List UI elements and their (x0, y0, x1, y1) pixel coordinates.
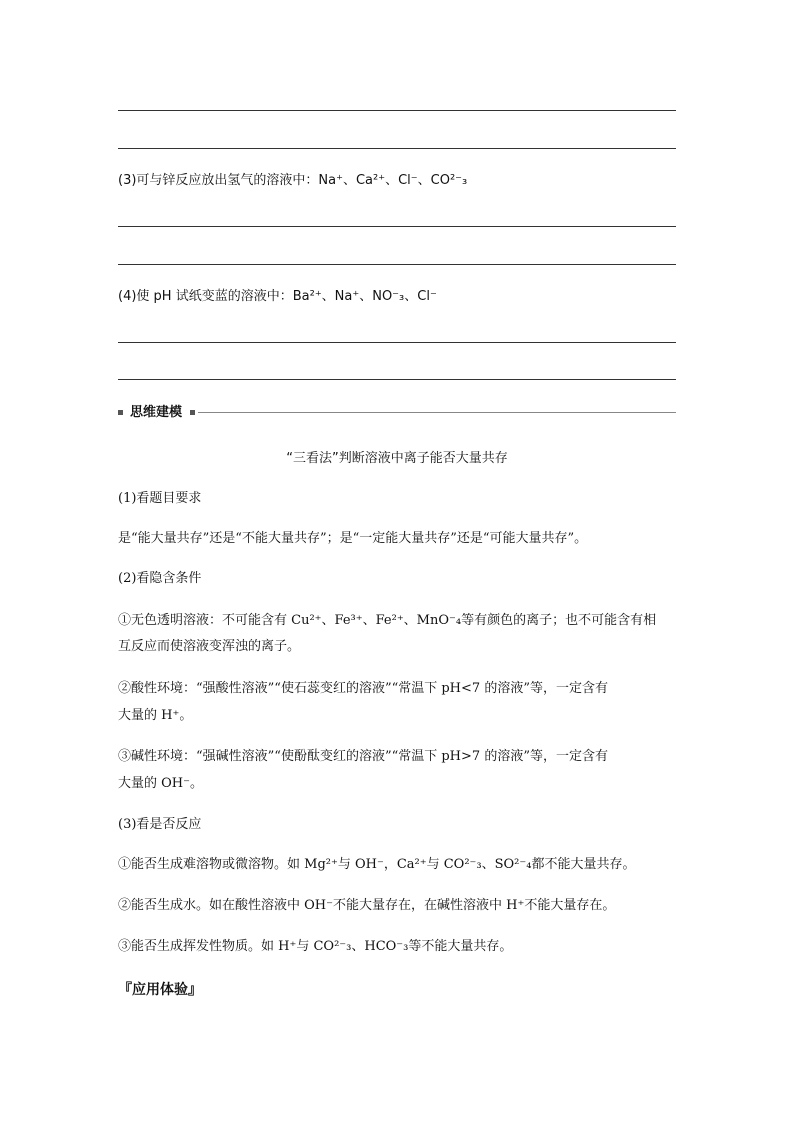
question-4 (118, 288, 676, 306)
step-2-item-a-cont: 互反应而使溶液变浑浊的离子。 (118, 639, 301, 654)
question-4-ions: Ba²⁺、Na⁺、NO⁻₃、Cl⁻ (292, 289, 437, 304)
answer-line (118, 110, 676, 111)
apply-section-title: 『应用体验』 (118, 982, 202, 998)
question-3 (118, 172, 676, 190)
step-2-title: (2)看隐含条件 (118, 571, 202, 586)
question-3-label: (3)可与锌反应放出氢气的溶液中： (118, 173, 319, 188)
bullet-square-icon (118, 410, 123, 415)
step-2-item-a: ①无色透明溶液：不可能含有 Cu²⁺、Fe³⁺、Fe²⁺、MnO⁻₄等有颜色的离子；也不可能含有相 (118, 613, 657, 628)
section-header (118, 403, 676, 423)
section-divider (198, 412, 676, 413)
answer-line (118, 226, 676, 227)
question-3-ions: Na⁺、Ca²⁺、Cl⁻、CO²⁻₃ (318, 173, 468, 188)
step-1-title: (1)看题目要求 (118, 491, 202, 506)
step-3-item-b: ②能否生成水。如在酸性溶液中 OH⁻不能大量存在，在碱性溶液中 H⁺不能大量存在。 (118, 898, 616, 913)
step-2-item-b: ②酸性环境：“强酸性溶液”“使石蕊变红的溶液”“常温下 pH<7 的溶液”等，一定含有 (118, 681, 608, 696)
section-title: 思维建模 (130, 405, 183, 420)
question-4-label: (4)使 pH 试纸变蓝的溶液中： (118, 289, 293, 304)
document-page (118, 0, 676, 1123)
step-3-title: (3)看是否反应 (118, 817, 202, 832)
step-2-item-b-cont: 大量的 H⁺。 (118, 708, 193, 723)
step-3-item-c: ③能否生成挥发性物质。如 H⁺与 CO²⁻₃、HCO⁻₃等不能大量共存。 (118, 939, 513, 954)
answer-line (118, 148, 676, 149)
bullet-square-icon (190, 410, 195, 415)
step-1-text: 是“能大量共存”还是“不能大量共存”；是“一定能大量共存”还是“可能大量共存”。 (118, 531, 588, 546)
step-2-item-c: ③碱性环境：“强碱性溶液”“使酚酞变红的溶液”“常温下 pH>7 的溶液”等，一定含有 (118, 749, 608, 764)
step-2-item-c-cont: 大量的 OH⁻。 (118, 776, 203, 791)
step-3-item-a: ①能否生成难溶物或微溶物。如 Mg²⁺与 OH⁻，Ca²⁺与 CO²⁻₃、SO²⁻₄都不能大量共存。 (118, 857, 636, 872)
answer-line (118, 342, 676, 343)
model-heading: “三看法”判断溶液中离子能否大量共存 (286, 451, 508, 466)
answer-line (118, 379, 676, 380)
answer-line (118, 264, 676, 265)
